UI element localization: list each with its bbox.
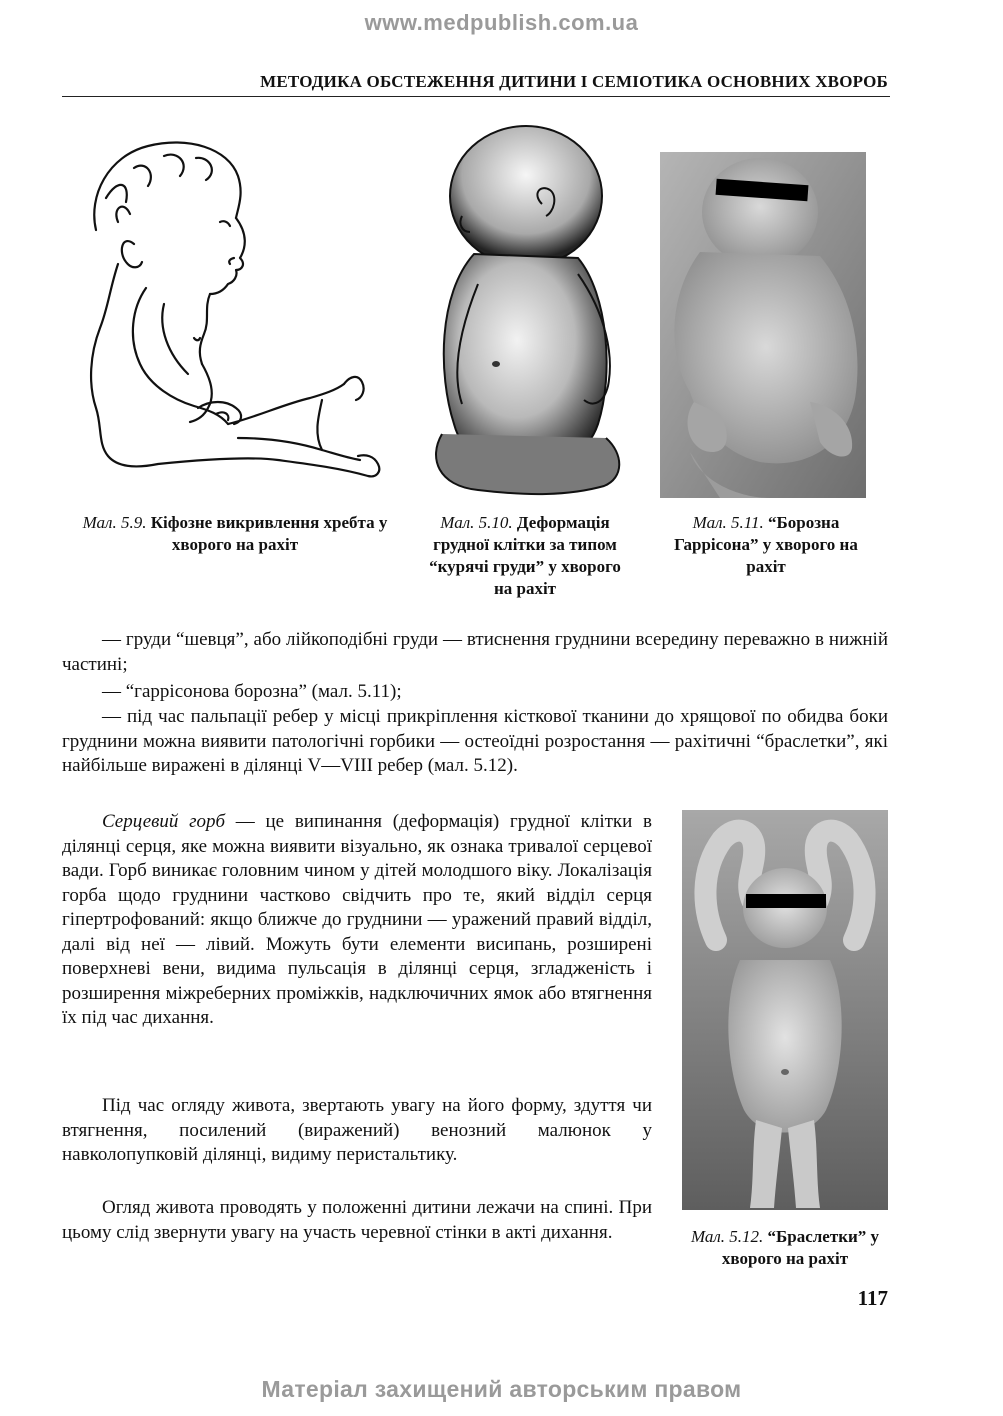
figure-5-9-image: [78, 138, 388, 498]
eye-censor-bar-2: [746, 894, 826, 908]
paragraph-shoemaker-chest: — груди “шевця”, або лійкоподібні груди — втиснення груднини всередину переважно в нижній частині;: [62, 629, 888, 675]
term-cardiac-hump: Серцевий горб: [102, 811, 226, 832]
figure-5-11-image: [660, 152, 866, 498]
figure-5-12-number: Мал. 5.12.: [690, 1227, 764, 1246]
watermark-top: www.medpublish.com.ua: [364, 10, 639, 35]
paragraph-abdomen-position: Огляд живота проводять у положенні дитини лежачи на спині. При цьому слід звернути увагу на участь черевної стінки в акті дихання.: [62, 1197, 652, 1243]
figure-5-12-caption: [676, 1226, 894, 1270]
page-number: 117: [857, 1286, 888, 1310]
figure-5-10-image: [418, 124, 628, 498]
figure-5-9-number: Мал. 5.9.: [82, 513, 147, 532]
running-header: МЕТОДИКА ОБСТЕЖЕННЯ ДИТИНИ І СЕМІОТИКА ОСНОВНИХ ХВОРОБ: [260, 72, 888, 91]
figure-5-12-image: [682, 810, 888, 1210]
paragraph-rachitic-bracelets: — під час пальпації ребер у місці прикріплення кісткової тканини до хрящової по обидва боки груднини можна виявити патологічні горбики — остеоїдні розростання — рахітичні “браслетки”, які найбільше виражені в ділянці V—VIII ребер (мал. 5.12).: [62, 706, 888, 776]
figure-5-9-caption: [80, 512, 390, 556]
figure-5-12-caption-text: “Браслетки” у хворого на рахіт: [721, 1227, 880, 1268]
header-rule: [62, 96, 890, 97]
cardiac-hump-text: — це випинання (деформація) грудної клітки в ділянці серця, яке можна виявити візуально, як ознака тривалої серцевої вади. Горб виникає головним чином у дітей молодшого віку. Локалізація горба щодо груднини частково свідчить про те, який відділ серця гіпертрофований: якщо ближче до груднини — уражений правий відділ, далі від неї — лівий. Можуть бути елементи висипань, розширені поверхневі вени, видима пульсація в ділянці серця, згладженість і розширення міжреберних проміжків, надключичних ямок або втягнення їх під час дихання.: [62, 811, 652, 1028]
paragraph-abdomen-inspection: Під час огляду живота, звертають увагу на його форму, здуття чи втягнення, посилений (виражений) венозний малюнок у навколопупковій ділянці, видиму перистальтику.: [62, 1095, 652, 1165]
figure-5-9-caption-text: Кіфозне викривлення хребта у хворого на рахіт: [150, 513, 388, 554]
watermark-bottom: Матеріал захищений авторським правом: [261, 1376, 742, 1402]
figure-5-11-caption-text: “Борозна Гаррісона” у хворого на рахіт: [674, 513, 858, 576]
figure-5-11-number: Мал. 5.11.: [692, 513, 764, 532]
paragraph-harrison-groove: — “гаррісонова борозна” (мал. 5.11);: [102, 681, 402, 702]
figure-5-10-caption-text: Деформація грудної клітки за типом “курячі груди” у хворого на рахіт: [429, 513, 621, 598]
figure-5-10-caption: [420, 512, 630, 600]
paragraph-cardiac-hump: [62, 810, 652, 1031]
figure-5-11-caption: [664, 512, 868, 578]
figure-5-10-number: Мал. 5.10.: [440, 513, 513, 532]
